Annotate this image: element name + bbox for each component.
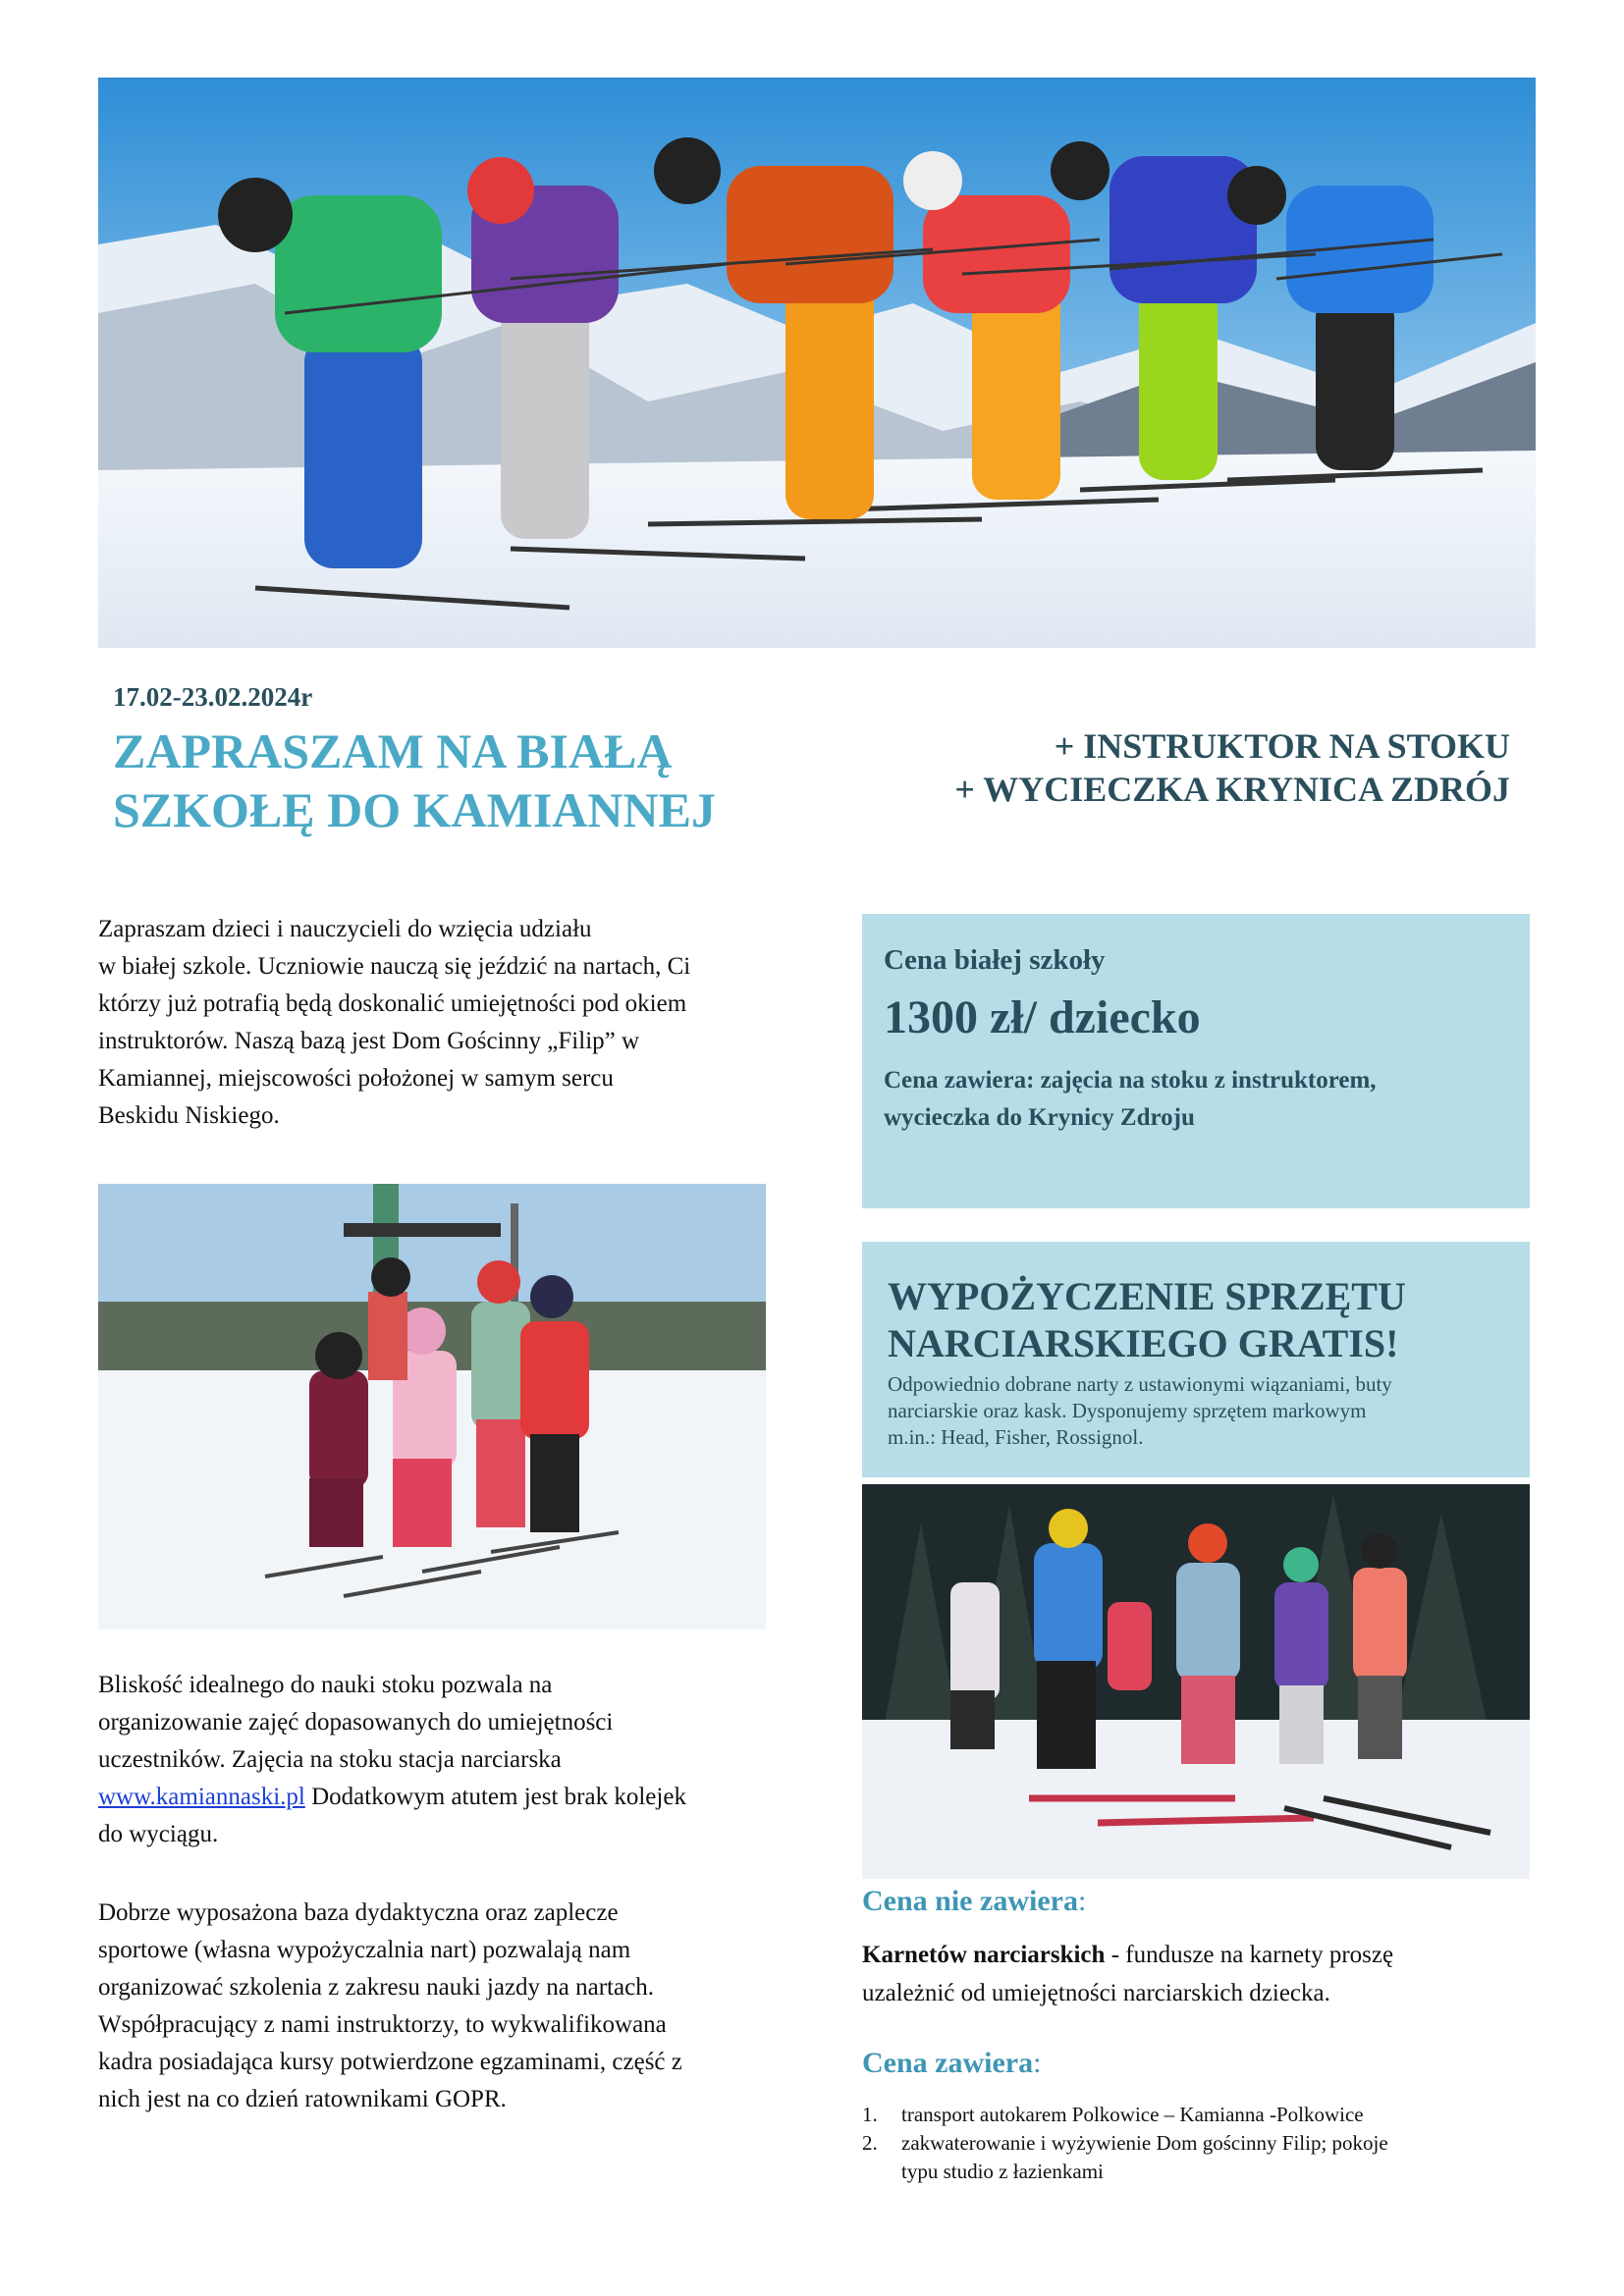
- rental-title-line: NARCIARSKIEGO GRATIS!: [888, 1321, 1399, 1365]
- price-box: [862, 914, 1530, 1208]
- kids-on-slope-illustration: [98, 1184, 766, 1629]
- intro-line: Beskidu Niskiego.: [98, 1102, 280, 1129]
- title-line-2: SZKOŁĘ DO KAMIANNEJ: [113, 782, 716, 837]
- intro-line: instruktorów. Naszą bazą jest Dom Gościnny „Filip” w: [98, 1028, 640, 1054]
- excludes-rest: - fundusze na karnety proszę: [1105, 1942, 1394, 1968]
- list-item-text: typu studio z łazienkami: [901, 2160, 1104, 2183]
- extra-trip: + WYCIECZKA KRYNICA ZDRÓJ: [954, 770, 1510, 809]
- base-line: Dobrze wyposażona baza dydaktyczna oraz zaplecze: [98, 1899, 619, 1926]
- base-line: nich jest na co dzień ratownikami GOPR.: [98, 2086, 507, 2112]
- event-date: 17.02-23.02.2024r: [113, 682, 313, 712]
- list-item-number: 1.: [862, 2103, 878, 2126]
- base-paragraph: [98, 1895, 776, 2118]
- excludes-line: uzależnić od umiejętności narciarskich dziecka.: [862, 1980, 1330, 2006]
- proximity-paragraph: [98, 1667, 776, 1853]
- proximity-line: organizowanie zajęć dopasowanych do umiejętności: [98, 1709, 614, 1735]
- price-includes-line: wycieczka do Krynicy Zdroju: [884, 1104, 1195, 1131]
- list-item-text: zakwaterowanie i wyżywienie Dom gościnny Filip; pokoje: [901, 2131, 1388, 2155]
- intro-line: Kamiannej, miejscowości położonej w samym sercu: [98, 1065, 614, 1092]
- intro-line: w białej szkole. Uczniowie nauczą się jeździć na nartach, Ci: [98, 953, 691, 980]
- excludes-heading-colon: :: [1077, 1885, 1087, 1917]
- proximity-line: do wyciągu.: [98, 1821, 219, 1847]
- rental-title: [888, 1273, 1406, 1367]
- rental-title-line: WYPOŻYCZENIE SPRZĘTU: [888, 1274, 1406, 1318]
- rental-desc-line: narciarskie oraz kask. Dysponujemy sprzętem markowym: [888, 1399, 1367, 1422]
- excludes-line: [862, 1936, 1530, 1974]
- rental-desc-line: Odpowiednio dobrane narty z ustawionymi wiązaniami, buty: [888, 1372, 1392, 1396]
- price-label: Cena białej szkoły: [884, 944, 1106, 976]
- intro-line: którzy już potrafią będą doskonalić umiejętności pod okiem: [98, 990, 687, 1017]
- includes-heading-text: Cena zawiera: [862, 2047, 1034, 2079]
- excludes-heading-text: Cena nie zawiera: [862, 1885, 1078, 1917]
- includes-heading: [862, 2047, 1041, 2080]
- proximity-line: uczestników. Zajęcia na stoku stacja narciarska: [98, 1746, 562, 1773]
- excludes-heading: [862, 1885, 1086, 1918]
- list-item: [862, 2101, 1388, 2129]
- extras-list: [954, 724, 1510, 811]
- proximity-line-with-link: [98, 1779, 776, 1816]
- base-line: kadra posiadająca kursy potwierdzone egzaminami, część z: [98, 2049, 682, 2075]
- list-item: [862, 2129, 1388, 2186]
- ski-station-link[interactable]: www.kamiannaski.pl: [98, 1784, 305, 1810]
- includes-list: [862, 2101, 1388, 2186]
- rental-desc-line: m.in.: Head, Fisher, Rossignol.: [888, 1425, 1144, 1449]
- proximity-line-rest: Dodatkowym atutem jest brak kolejek: [304, 1784, 686, 1810]
- kids-lesson-photo: [862, 1484, 1530, 1879]
- rental-description: [888, 1371, 1392, 1451]
- price-includes: [884, 1062, 1512, 1137]
- page-title: [113, 721, 820, 839]
- intro-line: Zapraszam dzieci i nauczycieli do wzięcia udziału: [98, 916, 592, 942]
- ski-lesson-illustration: [862, 1484, 1530, 1879]
- proximity-line: Bliskość idealnego do nauki stoku pozwala na: [98, 1672, 553, 1698]
- skiers-lineup-illustration: [98, 78, 1536, 648]
- kids-group-photo: [98, 1184, 766, 1629]
- list-item-text: transport autokarem Polkowice – Kamianna -Polkowice: [901, 2103, 1364, 2126]
- excludes-text: [862, 1936, 1530, 2012]
- rental-box: [862, 1242, 1530, 1477]
- price-value: 1300 zł/ dziecko: [884, 991, 1201, 1043]
- includes-heading-colon: :: [1033, 2047, 1042, 2079]
- list-item-number: 2.: [862, 2131, 878, 2155]
- excludes-bold: Karnetów narciarskich: [862, 1942, 1106, 1968]
- title-line-1: ZAPRASZAM NA BIAŁĄ: [113, 723, 673, 778]
- extra-instructor: + INSTRUKTOR NA STOKU: [1054, 726, 1510, 766]
- hero-photo: [98, 78, 1536, 648]
- base-line: Współpracujący z nami instruktorzy, to wykwalifikowana: [98, 2011, 667, 2038]
- price-includes-line: Cena zawiera: zajęcia na stoku z instruktorem,: [884, 1067, 1377, 1094]
- base-line: sportowe (własna wypożyczalnia nart) pozwalają nam: [98, 1937, 631, 1963]
- intro-paragraph: [98, 911, 776, 1135]
- base-line: organizować szkolenia z zakresu nauki jazdy na nartach.: [98, 1974, 654, 2001]
